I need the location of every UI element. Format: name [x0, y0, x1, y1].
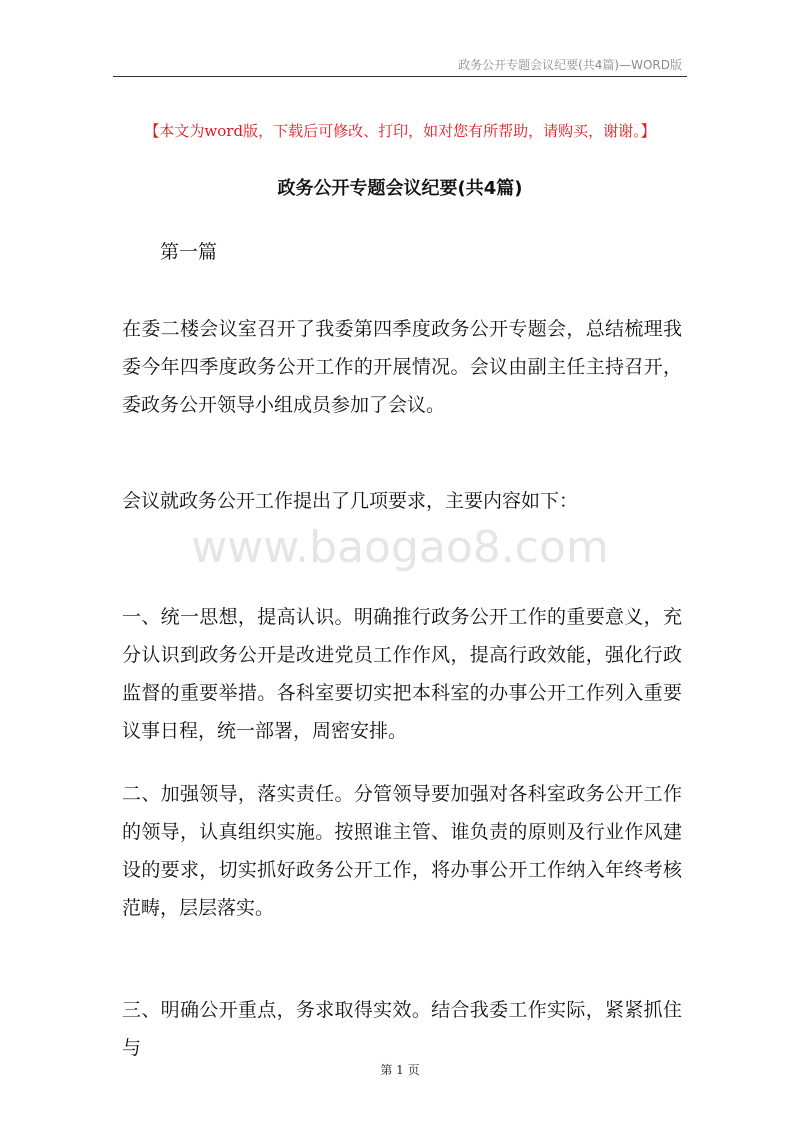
download-notice: 【本文为word版，下载后可修改、打印，如对您有所帮助，请购买，谢谢。】 — [144, 122, 656, 140]
paragraph-point-one: 一、统一思想，提高认识。明确推行政务公开工作的重要意义，充分认识到政务公开是改进党员工作作风，提高行政效能，强化行政监督的重要举措。各科室要切实把本科室的办事公开工作列入重要议事日程，统一部署，周密安排。 — [122, 606, 682, 742]
running-header: 政务公开专题会议纪要(共4篇)—WORD版 — [458, 58, 682, 72]
section-heading: 第一篇 — [160, 241, 218, 263]
paragraph-point-two: 二、加强领导，落实责任。分管领导要加强对各科室政务公开工作的领导，认真组织实施。按照谁主管、谁负责的原则及行业作风建设的要求，切实抓好政务公开工作，将办事公开工作纳入年终考核范畴，层层落实。 — [122, 783, 682, 919]
watermark: www.baogao8.com — [191, 522, 609, 573]
header-divider — [113, 76, 687, 77]
page-number: 第 1 页 — [380, 1063, 420, 1077]
document-title: 政务公开专题会议纪要(共4篇) — [277, 178, 523, 199]
paragraph-point-three: 三、明确公开重点，务求取得实效。结合我委工作实际，紧紧抓住与 — [122, 999, 682, 1059]
paragraph-meeting-summary: 在委二楼会议室召开了我委第四季度政务公开专题会，总结梳理我委今年四季度政务公开工作的开展情况。会议由副主任主持召开，委政务公开领导小组成员参加了会议。 — [122, 318, 682, 416]
paragraph-requirements-intro: 会议就政务公开工作提出了几项要求，主要内容如下： — [122, 490, 579, 512]
